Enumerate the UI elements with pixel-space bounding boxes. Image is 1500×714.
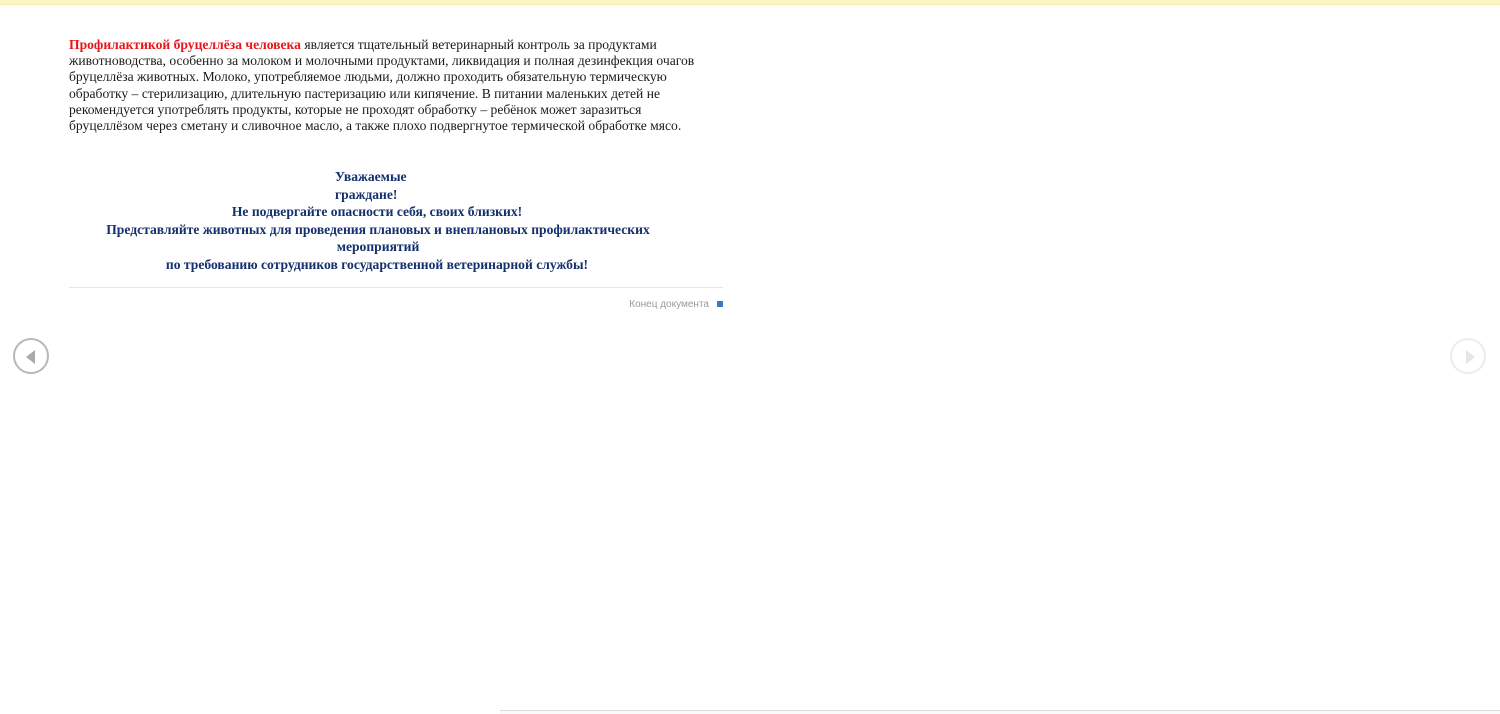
previous-page-button[interactable] [13,338,49,374]
appeal-line-3: Представляйте животных для проведения плановых и внеплановых профилактических мероприятий [106,221,650,255]
appeal-line-2: Не подвергайте опасности себя, своих близких! [231,204,523,220]
document-divider [69,287,723,288]
bottom-edge-bar [500,710,1500,714]
document-body [69,37,723,310]
document-end [69,299,723,310]
paragraph-lead: Профилактикой бруцеллёза человека [69,37,301,52]
top-highlight-bar [0,0,1500,5]
prevention-paragraph [69,37,709,134]
citizens-appeal [69,168,723,273]
chevron-right-icon [1466,350,1475,364]
appeal-line-4: по требованию сотрудников государственной ветеринарной службы! [165,256,589,272]
chevron-left-icon [26,350,35,364]
document-end-label: Конец документа [629,299,709,311]
end-square-icon [717,301,723,307]
paragraph-body: является тщательный ветеринарный контроль за продуктами животноводства, особенно за молоком и молочными продуктами, ликвидация и полная дезинфекция очагов бруцеллёза животных. Молоко, употребляемое людьми, должно проходить обязательную термическую обработку – стерилизацию, длительную пастеризацию или кипячение. В питании маленьких детей не рекомендуется употреблять продукты, которые не проходят обработку – ребёнок может заразиться бруцеллёзом через сметану и сливочное масло, а также плохо подвергнутое термической обработке мясо. [69,37,695,134]
next-page-button[interactable] [1450,338,1486,374]
appeal-line-1: Уважаемые граждане! [335,169,407,202]
